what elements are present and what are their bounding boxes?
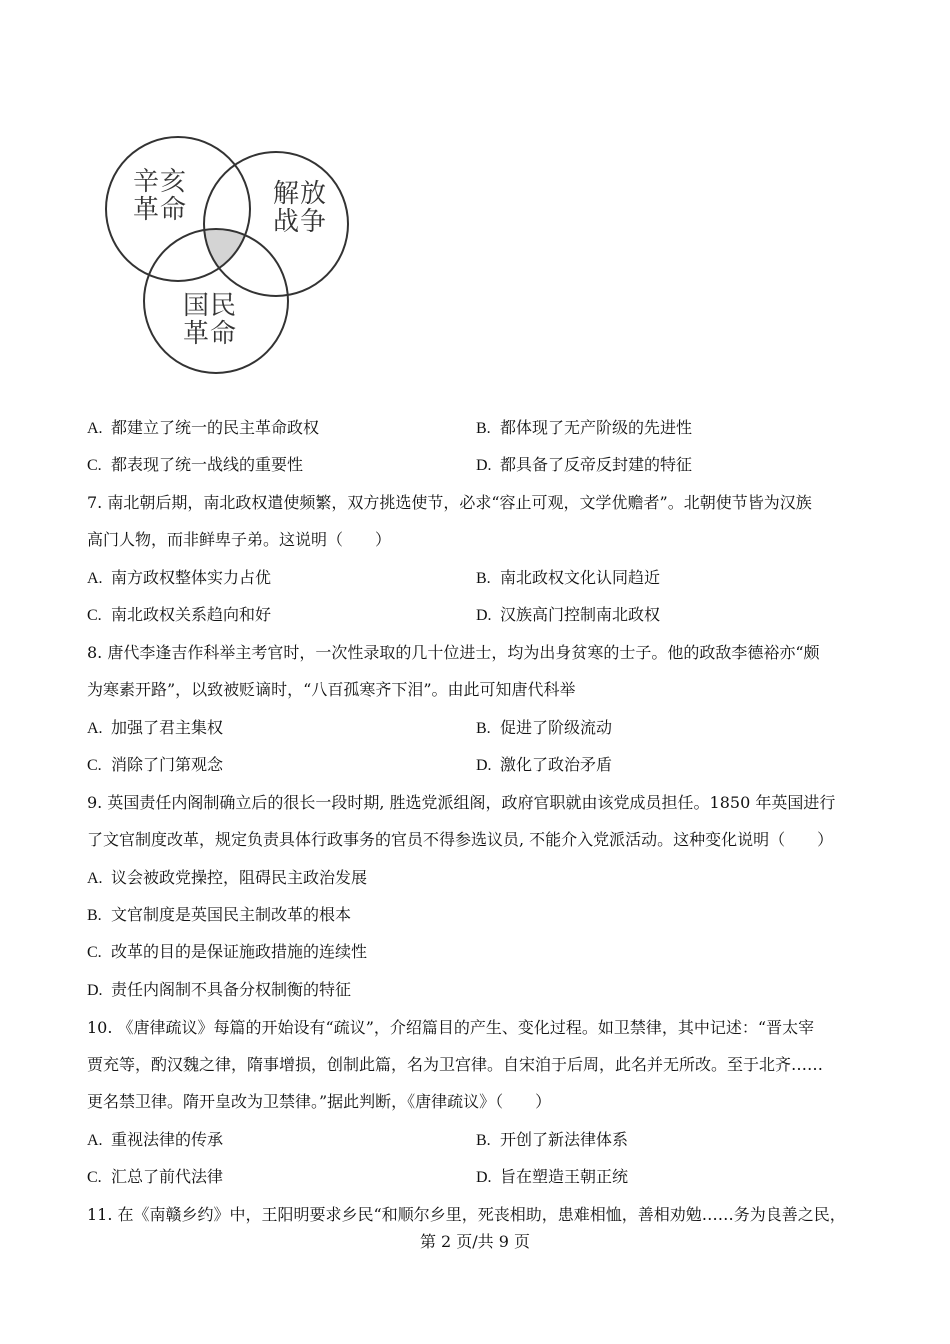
option-key: B. (476, 720, 491, 737)
option-text: 促进了阶级流动 (500, 718, 613, 737)
q9-stem-line-2: 了文官制度改革，规定负责具体行政事务的官员不得参选议员, 不能介入党派活动。这种变化说明（ ） (87, 830, 834, 849)
option-text: 南方政权整体实力占优 (111, 568, 272, 587)
q6-option-c (87, 452, 303, 475)
option-text: 责任内阁制不具备分权制衡的特征 (111, 980, 352, 999)
option-key: D. (476, 757, 492, 774)
venn-label-jiefang: 解放 战争 (272, 179, 327, 237)
option-key: A. (87, 570, 103, 587)
option-key: D. (476, 1169, 492, 1186)
option-key: D. (476, 457, 492, 474)
option-text: 文官制度是英国民主制改革的根本 (111, 905, 352, 924)
q6-option-a (87, 415, 319, 438)
q6-option-b (476, 415, 692, 438)
option-key: D. (87, 982, 103, 999)
q10-option-b (476, 1127, 628, 1150)
option-key: C. (87, 1169, 102, 1186)
option-key: B. (87, 907, 102, 924)
option-text: 激化了政治矛盾 (500, 755, 613, 774)
option-key: A. (87, 870, 103, 887)
option-text: 议会被政党操控，阻碍民主政治发展 (111, 868, 368, 887)
option-text: 汇总了前代法律 (111, 1167, 224, 1186)
option-text: 重视法律的传承 (111, 1130, 224, 1149)
q9-option-a (87, 865, 367, 888)
option-key: B. (476, 1132, 491, 1149)
option-text: 都体现了无产阶级的先进性 (500, 418, 693, 437)
option-key: B. (476, 570, 491, 587)
option-key: A. (87, 420, 103, 437)
option-key: C. (87, 457, 102, 474)
option-key: D. (476, 607, 492, 624)
q7-option-d (476, 602, 660, 625)
venn-label-guomin: 国民 革命 (182, 291, 237, 349)
option-text: 消除了门第观念 (111, 755, 224, 774)
q8-stem-line-2: 为寒素开路”，以致被贬谪时，“八百孤寒齐下泪”。由此可知唐代科举 (87, 680, 576, 699)
venn-diagram (100, 128, 370, 378)
q10-stem-line-3: 更名禁卫律。隋开皇改为卫禁律。”据此判断，《唐律疏议》（ ） (87, 1092, 552, 1111)
option-text: 南北政权关系趋向和好 (111, 605, 272, 624)
q9-stem-line-1: 9. 英国责任内阁制确立后的很长一段时期, 胜选党派组阁，政府官职就由该党成员担任。1850 年英国进行 (87, 793, 836, 812)
q8-option-d (476, 752, 612, 775)
q10-option-a (87, 1127, 223, 1150)
option-text: 开创了新法律体系 (500, 1130, 629, 1149)
q10-option-c (87, 1164, 223, 1187)
q7-option-a (87, 565, 271, 588)
option-key: C. (87, 944, 102, 961)
page-footer: 第 2 页/共 9 页 (419, 1232, 531, 1251)
option-text: 都具备了反帝反封建的特征 (500, 455, 693, 474)
q8-option-c (87, 752, 223, 775)
option-text: 都建立了统一的民主革命政权 (111, 418, 320, 437)
option-key: A. (87, 720, 103, 737)
q7-option-b (476, 565, 660, 588)
q6-option-d (476, 452, 692, 475)
q8-stem-line-1: 8. 唐代李逢吉作科举主考官时，一次性录取的几十位进士，均为出身贫寒的士子。他的政敌李德裕亦“颇 (87, 643, 820, 662)
option-text: 改革的目的是保证施政措施的连续性 (111, 942, 368, 961)
q11-stem-line-1: 11. 在《南赣乡约》中，王阳明要求乡民“和顺尔乡里，死丧相助，患难相恤，善相劝勉……务为良善之民， (87, 1205, 846, 1224)
venn-label-xinhai: 辛亥 革命 (132, 167, 187, 225)
q8-option-a (87, 715, 223, 738)
option-key: C. (87, 757, 102, 774)
option-key: C. (87, 607, 102, 624)
q9-option-c (87, 939, 367, 962)
option-text: 都表现了统一战线的重要性 (111, 455, 304, 474)
q9-option-b (87, 902, 351, 925)
option-text: 旨在塑造王朝正统 (500, 1167, 629, 1186)
q7-stem-line-2: 高门人物，而非鲜卑子弟。这说明（ ） (87, 530, 392, 549)
option-key: A. (87, 1132, 103, 1149)
q7-stem-line-1: 7. 南北朝后期，南北政权遣使频繁，双方挑选使节，必求“容止可观，文学优赡者”。北朝使节皆为汉族 (87, 493, 812, 512)
q10-stem-line-2: 贾充等，酌汉魏之律，隋事增损，创制此篇，名为卫宫律。自宋洎于后周，此名并无所改。至于北齐…… (87, 1055, 824, 1074)
option-text: 加强了君主集权 (111, 718, 224, 737)
q8-option-b (476, 715, 612, 738)
option-key: B. (476, 420, 491, 437)
q7-option-c (87, 602, 271, 625)
q9-option-d (87, 977, 351, 1000)
q10-stem-line-1: 10. 《唐律疏议》每篇的开始设有“疏议”，介绍篇目的产生、变化过程。如卫禁律，其中记述：“晋太宰 (87, 1018, 815, 1037)
option-text: 汉族高门控制南北政权 (500, 605, 661, 624)
q10-option-d (476, 1164, 628, 1187)
option-text: 南北政权文化认同趋近 (500, 568, 661, 587)
